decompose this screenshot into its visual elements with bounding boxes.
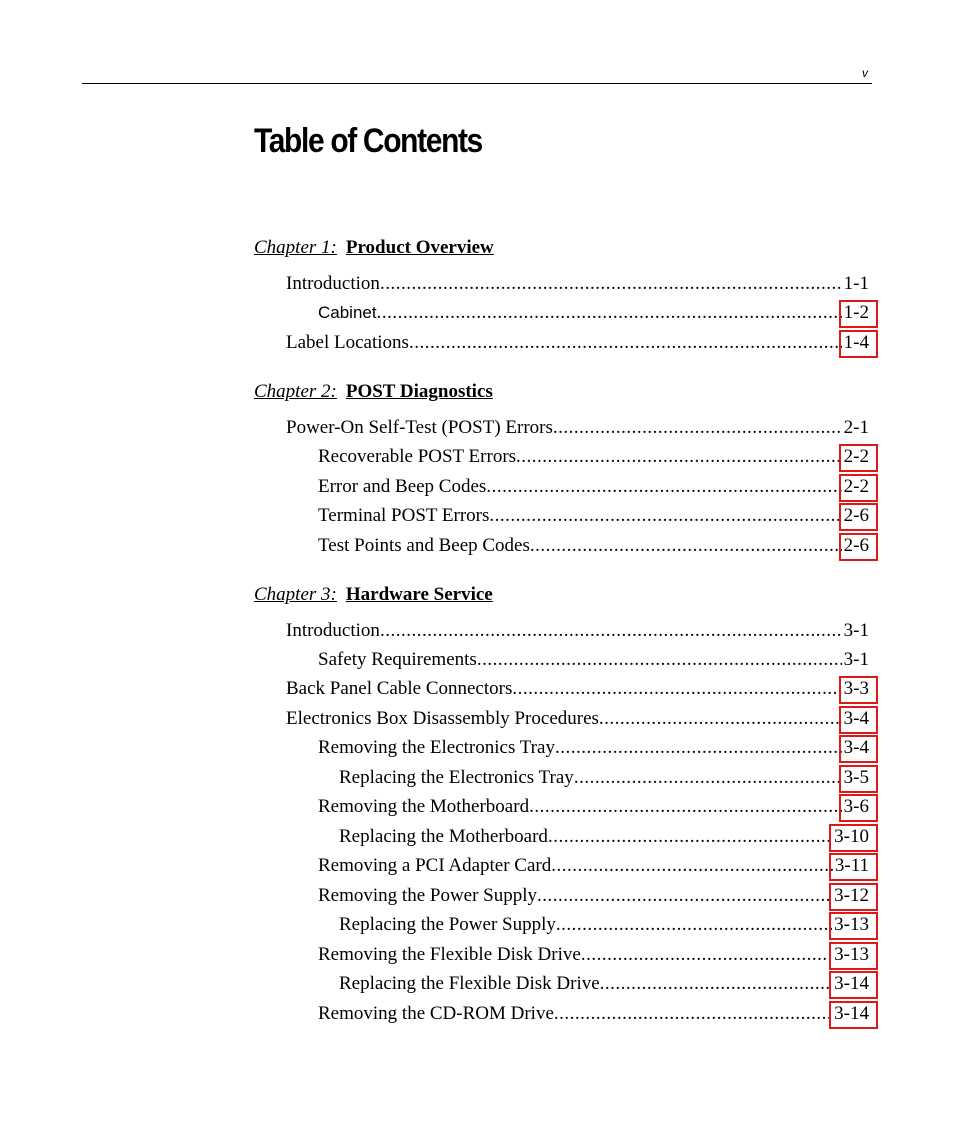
toc-entry[interactable]: [339, 971, 869, 997]
toc-entry-page: 2-6: [843, 505, 869, 526]
chapter-heading-1: [254, 237, 494, 259]
chapter-title: Hardware Service: [345, 584, 493, 605]
dot-leader: [409, 330, 842, 356]
dot-leader: [380, 618, 842, 644]
dot-leader: [554, 1001, 832, 1027]
toc-entry[interactable]: [318, 300, 869, 326]
dot-leader: [556, 912, 832, 938]
page-link-box[interactable]: [839, 706, 878, 734]
toc-entry-title: Cabinet: [318, 303, 377, 322]
toc-entry-title: Label Locations: [286, 332, 409, 353]
toc-entry[interactable]: [286, 330, 869, 356]
toc-entry-page: 3-14: [834, 973, 869, 994]
toc-entry-page: 1-4: [843, 332, 869, 353]
toc-entry[interactable]: [318, 1001, 869, 1027]
page-link-box[interactable]: [839, 444, 878, 472]
toc-entry-title: Replacing the Flexible Disk Drive: [339, 973, 600, 994]
toc-entry-page: 3-13: [834, 944, 869, 965]
toc-entry-title: Back Panel Cable Connectors: [286, 678, 513, 699]
toc-entry[interactable]: [339, 765, 869, 791]
toc-entry-page: 3-4: [843, 708, 869, 729]
page-link-box[interactable]: [839, 300, 878, 328]
dot-leader: [537, 883, 832, 909]
toc-entry-title: Replacing the Motherboard: [339, 826, 548, 847]
toc-entry[interactable]: [318, 474, 869, 500]
toc-entry-title: Removing the Motherboard: [318, 796, 530, 817]
page-link-box[interactable]: [839, 735, 878, 763]
page-link-box[interactable]: [829, 971, 878, 999]
toc-entry-title: Replacing the Power Supply: [339, 914, 556, 935]
toc-entry[interactable]: [286, 676, 869, 702]
toc-entry-title: Removing the Power Supply: [318, 885, 538, 906]
toc-entry-page: 3-13: [834, 914, 869, 935]
toc-entry[interactable]: [339, 912, 869, 938]
toc-entry[interactable]: [286, 271, 869, 297]
toc-entry-title: Removing the CD-ROM Drive: [318, 1003, 554, 1024]
toc-entry-page: 3-1: [843, 620, 869, 641]
toc-entry[interactable]: [318, 735, 869, 761]
dot-leader: [600, 971, 833, 997]
page-title: Table of Contents: [254, 122, 483, 160]
page-link-box[interactable]: [829, 942, 878, 970]
dot-leader: [555, 735, 842, 761]
chapter-heading-2: [254, 381, 493, 403]
dot-leader: [599, 706, 842, 732]
page-link-box[interactable]: [839, 794, 878, 822]
toc-entry[interactable]: [286, 415, 869, 441]
toc-entry-page: 1-2: [843, 302, 869, 323]
page-link-box[interactable]: [829, 824, 878, 852]
toc-entry-title: Removing the Flexible Disk Drive: [318, 944, 581, 965]
toc-entry[interactable]: [318, 853, 869, 879]
toc-entry[interactable]: [318, 444, 869, 470]
header-rule: [82, 83, 872, 84]
dot-leader: [551, 853, 833, 879]
chapter-title: POST Diagnostics: [345, 381, 493, 402]
toc-entry-page: 3-10: [834, 826, 869, 847]
chapter-label: Chapter 1:: [254, 237, 337, 258]
dot-leader: [529, 794, 842, 820]
toc-entry-page: 3-1: [843, 649, 869, 670]
toc-entry-title: Introduction: [286, 620, 380, 641]
dot-leader: [530, 533, 842, 559]
toc-entry-page: 3-4: [843, 737, 869, 758]
toc-entry-page: 3-3: [843, 678, 869, 699]
page-link-box[interactable]: [839, 533, 878, 561]
dot-leader: [553, 415, 842, 441]
page-link-box[interactable]: [839, 503, 878, 531]
toc-entry-title: Test Points and Beep Codes: [318, 535, 530, 556]
dot-leader: [477, 647, 842, 673]
toc-entry-page: 3-11: [834, 855, 869, 876]
toc-entry[interactable]: [318, 942, 869, 968]
page-link-box[interactable]: [829, 883, 878, 911]
page-link-box[interactable]: [829, 853, 878, 881]
toc-entry[interactable]: [339, 824, 869, 850]
page-link-box[interactable]: [829, 912, 878, 940]
toc-entry[interactable]: [318, 883, 869, 909]
page-link-box[interactable]: [839, 330, 878, 358]
toc-entry[interactable]: [286, 618, 869, 644]
dot-leader: [512, 676, 841, 702]
toc-entry-title: Power-On Self-Test (POST) Errors: [286, 417, 553, 438]
toc-entry[interactable]: [318, 503, 869, 529]
dot-leader: [489, 503, 841, 529]
dot-leader: [548, 824, 832, 850]
toc-entry-title: Removing a PCI Adapter Card: [318, 855, 552, 876]
page-link-box[interactable]: [839, 474, 878, 502]
toc-entry-page: 3-5: [843, 767, 869, 788]
dot-leader: [377, 300, 842, 326]
toc-entry[interactable]: [286, 706, 869, 732]
chapter-title: Product Overview: [345, 237, 494, 258]
dot-leader: [486, 474, 841, 500]
dot-leader: [581, 942, 832, 968]
toc-entry-page: 3-6: [843, 796, 869, 817]
toc-entry-page: 2-6: [843, 535, 869, 556]
toc-entry-page: 2-2: [843, 446, 869, 467]
toc-entry-page: 3-12: [834, 885, 869, 906]
toc-entry-page: 3-14: [834, 1003, 869, 1024]
page-link-box[interactable]: [839, 676, 878, 704]
chapter-heading-3: [254, 584, 493, 606]
toc-entry-title: Removing the Electronics Tray: [318, 737, 555, 758]
page-link-box[interactable]: [829, 1001, 878, 1029]
toc-entry-title: Error and Beep Codes: [318, 476, 487, 497]
page-link-box[interactable]: [839, 765, 878, 793]
toc-entry-title: Electronics Box Disassembly Procedures: [286, 708, 599, 729]
toc-entry[interactable]: [318, 533, 869, 559]
toc-entry-page: 1-1: [843, 273, 869, 294]
toc-entry[interactable]: [318, 647, 869, 673]
toc-entry-title: Introduction: [286, 273, 380, 294]
toc-entry-page: 2-1: [843, 417, 869, 438]
dot-leader: [380, 271, 842, 297]
toc-entry-title: Recoverable POST Errors: [318, 446, 517, 467]
dot-leader: [574, 765, 842, 791]
toc-entry-page: 2-2: [843, 476, 869, 497]
chapter-label: Chapter 2:: [254, 381, 337, 402]
toc-entry-title: Safety Requirements: [318, 649, 477, 670]
toc-entry-title: Terminal POST Errors: [318, 505, 490, 526]
toc-entry-title: Replacing the Electronics Tray: [339, 767, 574, 788]
toc-entry[interactable]: [318, 794, 869, 820]
dot-leader: [516, 444, 842, 470]
page-number: v: [862, 66, 868, 80]
chapter-label: Chapter 3:: [254, 584, 337, 605]
